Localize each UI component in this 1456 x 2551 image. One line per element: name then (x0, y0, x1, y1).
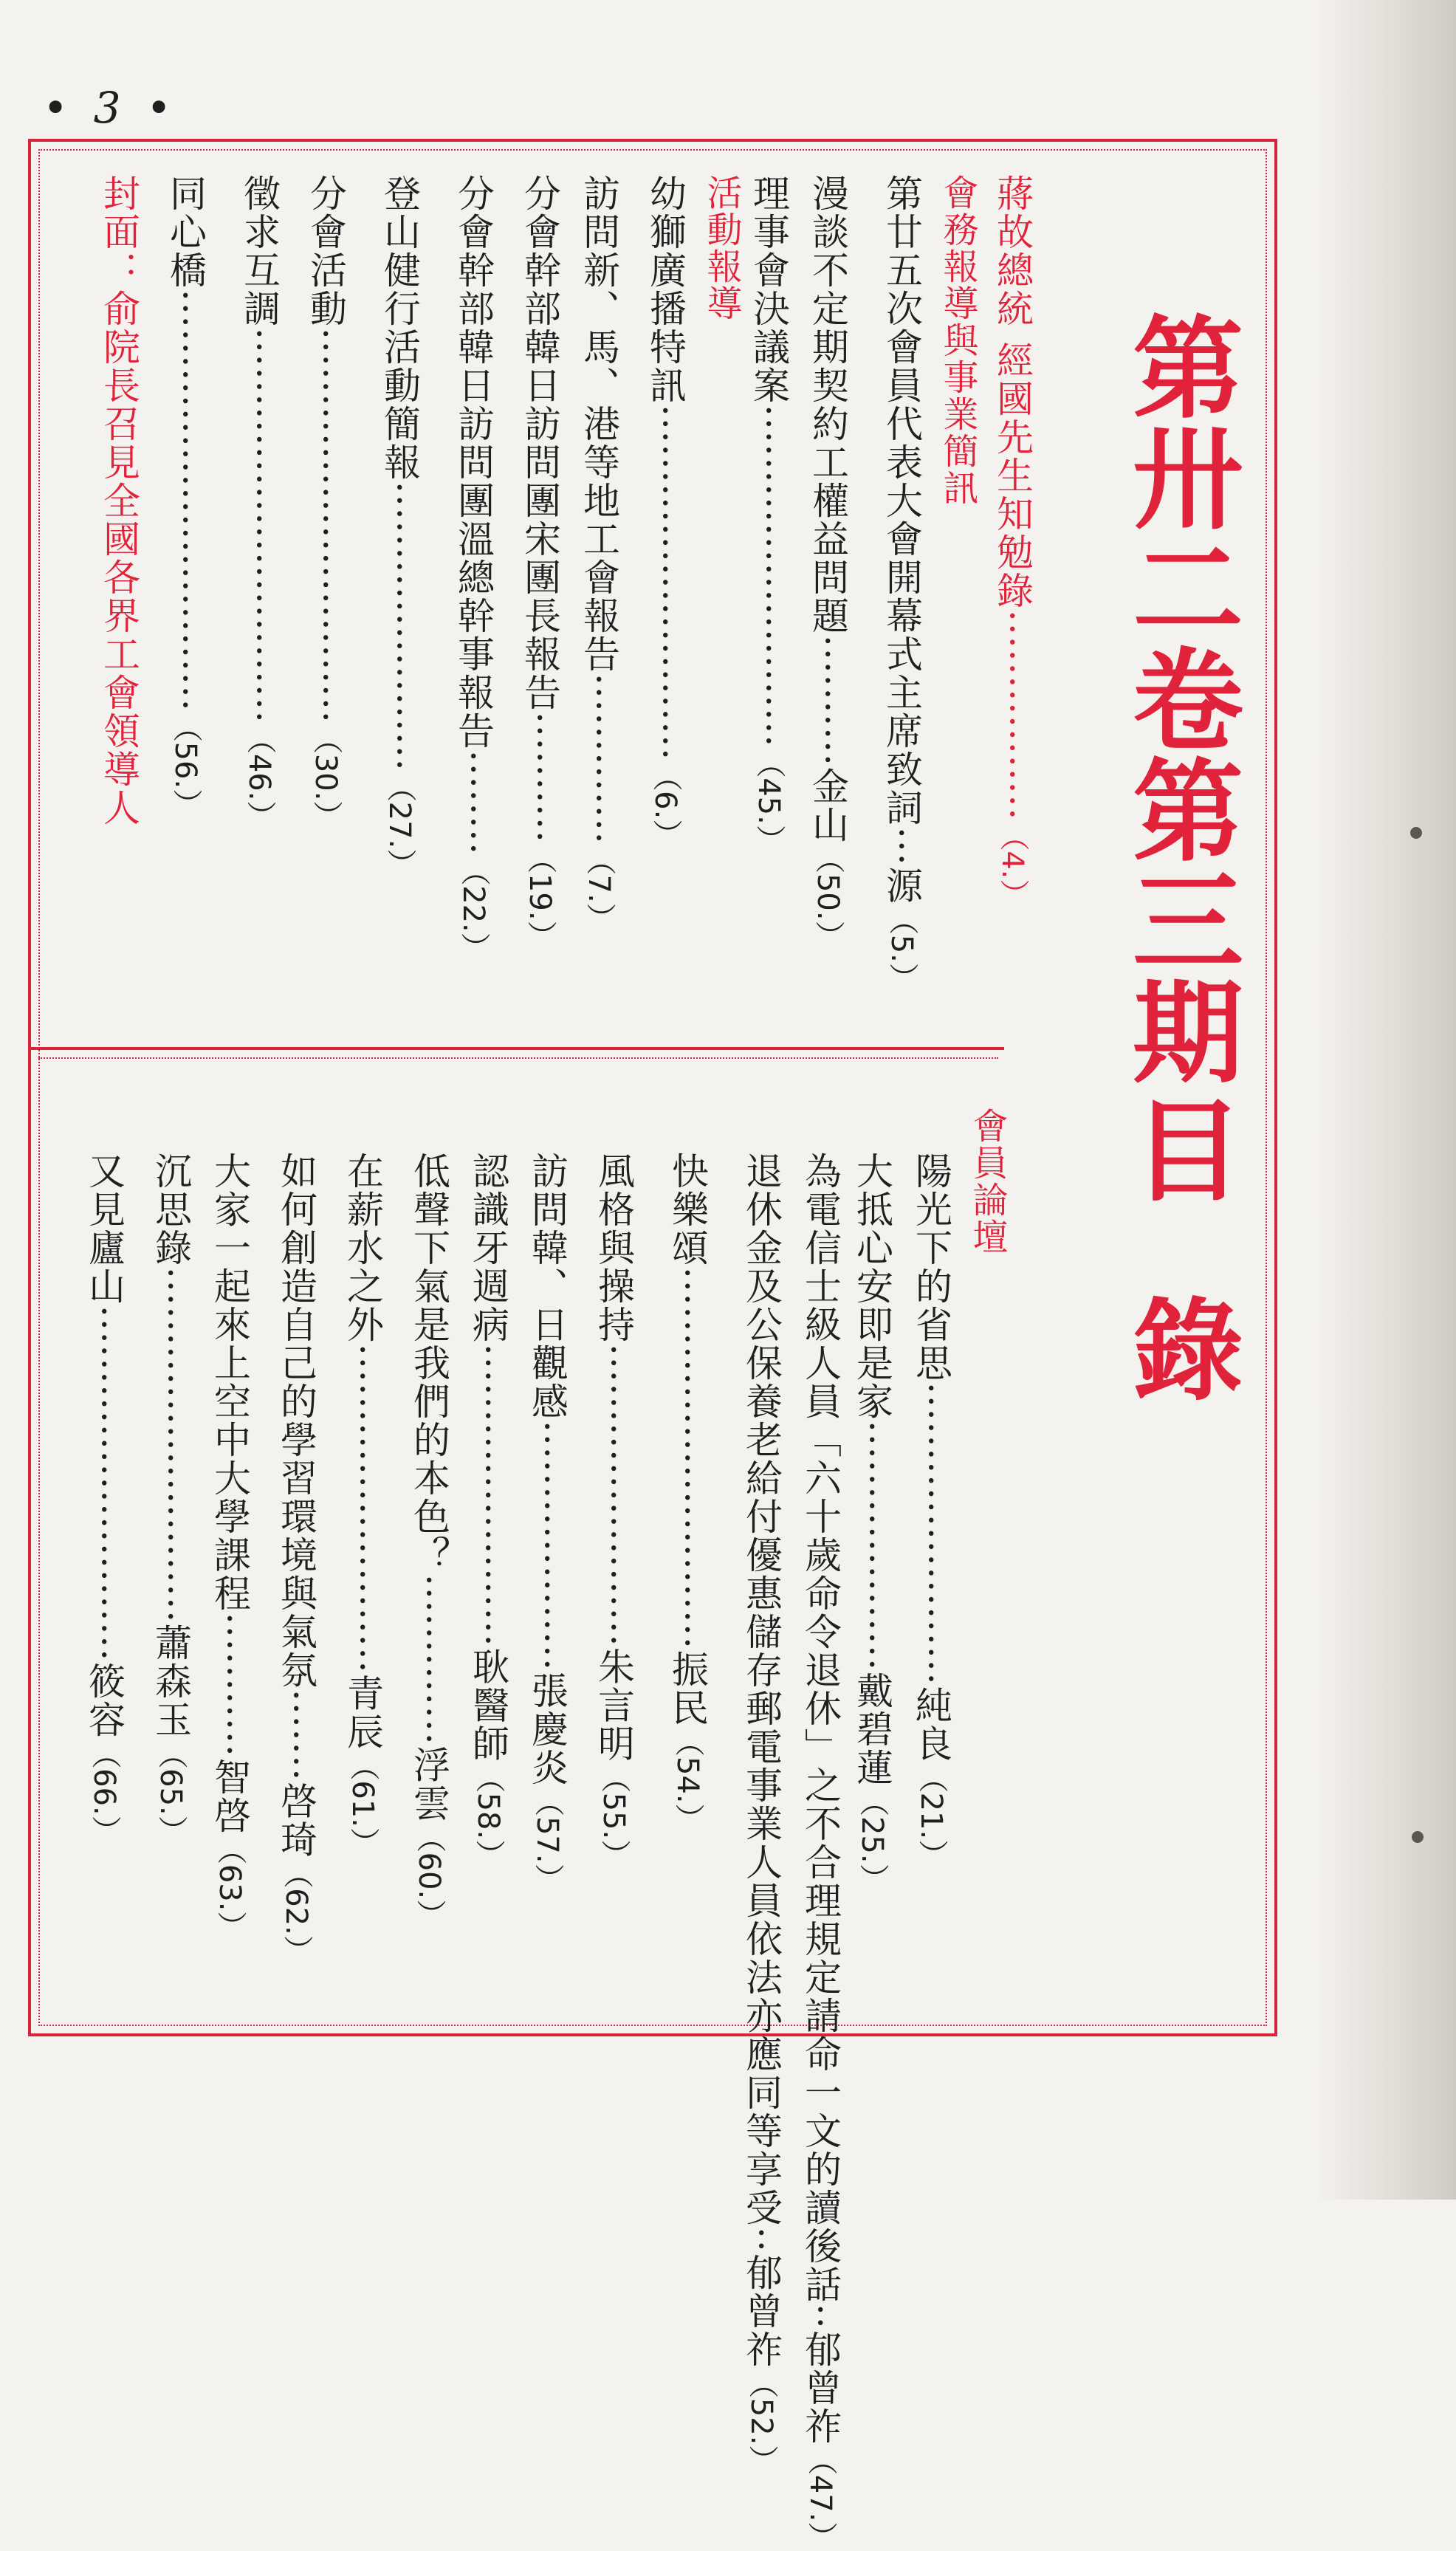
section-divider (30, 1047, 1004, 1050)
toc-entry (374, 174, 425, 1019)
toc-entry-page: （25.） (855, 1786, 889, 1893)
toc-entry-page: （5.） (885, 904, 918, 992)
toc-entry-title: 退休金及公保養老給付優惠儲存郵電事業人員依法亦應同等享受 (740, 1152, 783, 2227)
toc-entry-author: 浮雲 (408, 1745, 450, 1823)
toc-entry-title: 又見廬山 (83, 1152, 126, 1305)
toc-entry-page: （52.） (744, 2368, 778, 2475)
section-divider-dots (38, 1057, 998, 1059)
toc-entry-title: 漫談不定期契約工權益問題 (806, 174, 849, 635)
toc-entry-title: 理事會決議案 (747, 174, 790, 405)
toc-entry-title: 大抵心安即是家 (851, 1152, 893, 1421)
toc-entry-title: 徵求互調 (238, 174, 281, 328)
toc-entry (521, 1152, 573, 2023)
toc-entry (573, 174, 625, 1019)
toc-entry-title: 如何創造自己的學習環境與氣氛 (275, 1152, 317, 1689)
toc-entry-author: 蕭森玉 (149, 1624, 192, 1740)
dot-leader: ················ (991, 609, 1034, 822)
dot-leader: ······················ (378, 481, 421, 772)
toc-entry (145, 1152, 196, 2023)
dot-leader: ·· (740, 2227, 783, 2253)
toc-entry-title: 陽光下的省思 (910, 1152, 952, 1382)
toc-entry-page: （56.） (168, 712, 202, 819)
dot-leader: ············· (408, 1574, 450, 1746)
toc-entry-title: 訪問新、馬、港等地工會報告 (577, 174, 620, 673)
toc-entry (876, 174, 927, 1019)
toc-entry (846, 1152, 898, 2023)
toc-entry-title: 登山健行活動簡報 (378, 174, 421, 481)
toc-entry-author: 純良 (910, 1686, 952, 1763)
toc-entry-title: 蔣故總統 經國先生知勉錄 (991, 174, 1034, 610)
toc-entry (462, 1152, 514, 2023)
toc-entry-title: 訪問韓、日觀感 (526, 1152, 569, 1421)
toc-entry-page: （65.） (154, 1739, 188, 1845)
toc-entry-page: （58.） (471, 1762, 505, 1870)
binding-hole (1410, 827, 1422, 839)
toc-entry-page: （21.） (914, 1762, 948, 1870)
toc-entry (78, 1152, 130, 2023)
section-header-activities: 活動報導 (701, 174, 742, 322)
dot-leader: ························· (341, 1344, 384, 1675)
toc-entry (514, 174, 566, 1019)
toc-entry-page: （7.） (582, 845, 616, 933)
toc-entry-author: 青辰 (341, 1674, 384, 1751)
dot-leader: ·········· (806, 635, 849, 767)
toc-entry-page: （27.） (382, 772, 416, 879)
toc-entry-title: 低聲下氣是我們的本色？ (408, 1152, 450, 1574)
toc-entry (233, 174, 285, 1019)
dot-leader: ··························· (644, 405, 687, 762)
toc-entry-author: 郁曾祚 (799, 2329, 842, 2445)
toc-entry (986, 174, 1038, 1019)
dot-leader: ·········· (518, 712, 561, 844)
dot-leader: ··· (880, 827, 923, 867)
contents-heading: 目錄 (1113, 1093, 1242, 1491)
toc-entry-title: 分會幹部韓日訪問團溫總幹事報告 (452, 174, 495, 750)
toc-entry (204, 1152, 255, 2023)
toc-entry-title: 大家一起來上空中大學課程 (208, 1152, 251, 1613)
toc-entry (794, 1152, 846, 2551)
issue-title: 第卅二卷第三期 (1113, 310, 1242, 1085)
toc-entry-page: （50.） (811, 843, 845, 950)
dot-leader: ··········· (208, 1613, 251, 1758)
toc-entry (735, 1152, 787, 2475)
toc-entry-page: （19.） (523, 843, 557, 950)
toc-entry (159, 174, 211, 1019)
dot-leader: ············· (577, 673, 620, 845)
dot-leader: ··························· (83, 1305, 126, 1663)
toc-entry-author: 啓琦 (275, 1782, 317, 1859)
binding-hole (1412, 1831, 1424, 1843)
toc-entry-page: （57.） (530, 1786, 564, 1893)
toc-entry (300, 174, 351, 1019)
page-edge-shadow (1316, 0, 1456, 2200)
dot-leader: ······························ (238, 328, 281, 724)
toc-entry-page: （4.） (995, 821, 1029, 909)
toc-entry-page: （55.） (597, 1762, 631, 1870)
dot-leader: ·························· (747, 405, 790, 749)
toc-entry (447, 174, 499, 1019)
toc-entry-title: 在薪水之外 (341, 1152, 384, 1344)
toc-entry (403, 1152, 455, 2023)
toc-entry-title: 第廿五次會員代表大會開幕式主席致詞 (880, 174, 923, 827)
toc-entry (662, 1152, 713, 2023)
toc-entry-author: 戴碧蓮 (851, 1671, 893, 1787)
toc-entry-page: （54.） (670, 1726, 704, 1833)
toc-entry (905, 1152, 957, 2023)
toc-entry-author: 張慶炎 (526, 1671, 569, 1787)
toc-entry-author: 耿醫師 (467, 1647, 509, 1763)
toc-entry-page: （45.） (752, 748, 786, 854)
toc-entry (337, 1152, 388, 2023)
toc-entry (639, 174, 691, 1019)
dot-leader: ······················· (592, 1344, 635, 1648)
toc-entry-author: 振民 (666, 1649, 709, 1727)
dot-leader: ··················· (526, 1421, 569, 1672)
toc-entry-title: 同心橋 (164, 174, 207, 289)
toc-entry (743, 174, 794, 1019)
toc-entry-title: 認識牙週病 (467, 1152, 509, 1344)
toc-entry-title: 分會幹部韓日訪問團宋團長報告 (518, 174, 561, 712)
toc-entry-title: 快樂頌 (666, 1152, 709, 1267)
toc-entry-page: （63.） (213, 1834, 247, 1941)
dot-leader: ······· (275, 1689, 317, 1782)
toc-entry-title: 風格與操持 (592, 1152, 635, 1344)
toc-entry-author: 金山 (806, 766, 849, 844)
toc-entry-author: 源 (880, 866, 923, 905)
toc-entry-page: （66.） (87, 1739, 121, 1845)
dot-leader: ··························· (149, 1267, 192, 1624)
toc-entry (93, 174, 145, 1019)
toc-entry-author: 郁曾祚 (740, 2253, 783, 2369)
toc-entry-author: 朱言明 (592, 1647, 635, 1763)
dot-leader: ····························· (666, 1267, 709, 1650)
page-number: • 3 • (43, 83, 178, 133)
dot-leader: ································ (164, 289, 207, 713)
toc-entry-page: （30.） (309, 724, 343, 831)
toc-entry-page: （47.） (803, 2445, 837, 2551)
section-header-forum: 會員論壇 (966, 1108, 1008, 1255)
toc-entry-page: （22.） (456, 856, 490, 962)
toc-entry-page: （61.） (346, 1751, 380, 1857)
toc-entry (270, 1152, 322, 2023)
dot-leader: ·· (799, 2304, 842, 2330)
toc-entry (588, 1152, 639, 2023)
dot-leader: ········ (452, 750, 495, 856)
dot-leader: ······················· (910, 1382, 952, 1686)
toc-entry-page: （6.） (648, 761, 682, 849)
toc-entry-title: 沉思錄 (149, 1152, 192, 1267)
dot-leader: ··················· (851, 1421, 893, 1672)
toc-entry-page: （60.） (412, 1822, 446, 1929)
toc-entry (802, 174, 854, 1019)
section-header-business: 會務報導與事業簡訊 (937, 174, 978, 507)
toc-entry-page: （62.） (279, 1858, 313, 1965)
toc-entry-title: 幼獅廣播特訊 (644, 174, 687, 405)
toc-entry-title: 為電信士級人員「六十歲命令退休」之不合理規定請命一文的讀後話 (799, 1152, 842, 2304)
toc-entry-title: 封面：俞院長召見全國各界工會領導人 (97, 174, 140, 827)
dot-leader: ······························ (304, 328, 347, 724)
dot-leader: ······················· (467, 1344, 509, 1648)
toc-entry-page: （46.） (242, 724, 276, 831)
toc-entry-title: 分會活動 (304, 174, 347, 328)
toc-entry-author: 筱容 (83, 1662, 126, 1740)
toc-entry-author: 智啓 (208, 1757, 251, 1835)
